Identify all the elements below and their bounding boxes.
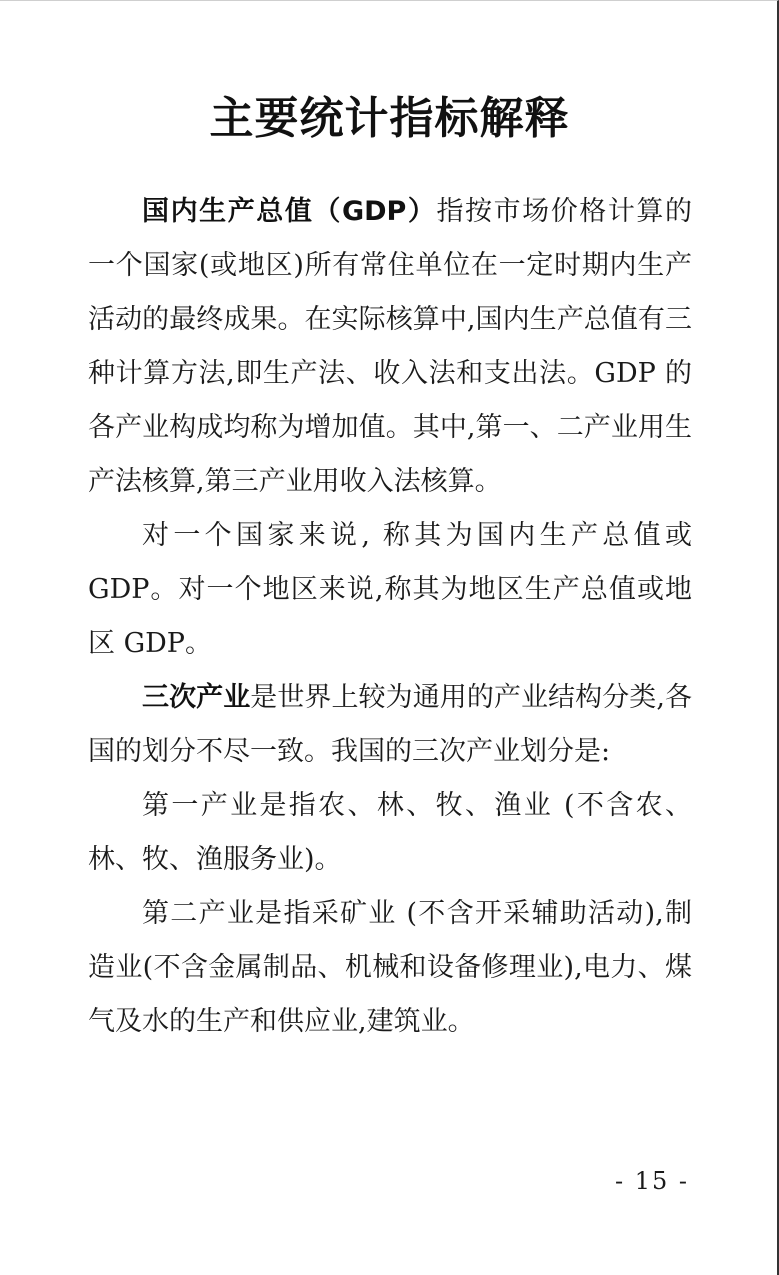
paragraph-text: 是世界上较为通用的产业结构分类,各国的划分不尽一致。我国的三次产业划分是: — [88, 682, 692, 767]
term-three-industries: 三次产业 — [142, 682, 251, 713]
paragraph-secondary-industry — [88, 887, 692, 1049]
page-title: 主要统计指标解释 — [209, 93, 570, 144]
document-body — [88, 185, 692, 1049]
paragraph-primary-industry — [88, 779, 692, 887]
paragraph-three-industries — [88, 671, 692, 779]
term-gdp: 国内生产总值（GDP） — [142, 196, 437, 227]
paragraph-text: 指按市场价格计算的一个国家(或地区)所有常住单位在一定时期内生产活动的最终成果。在实际核算中,国内生产总值有三种计算方法,即生产法、收入法和支出法。GDP 的各产业构成均称为增加值。其中,第一、二产业用生产法核算,第三产业用收入法核算。 — [88, 196, 692, 497]
paragraph-gdp-note — [88, 509, 692, 671]
page-number: - 15 - — [614, 1167, 689, 1195]
paragraph-text: 第一产业是指农、林、牧、渔业 (不含农、林、牧、渔服务业)。 — [88, 790, 692, 875]
paragraph-gdp — [88, 185, 692, 509]
paragraph-text: 第二产业是指采矿业 (不含开采辅助活动),制造业(不含金属制品、机械和设备修理业),电力、煤气及水的生产和供应业,建筑业。 — [88, 898, 692, 1037]
paragraph-text: 对一个国家来说, 称其为国内生产总值或GDP。对一个地区来说,称其为地区生产总值或地区 GDP。 — [88, 520, 692, 659]
